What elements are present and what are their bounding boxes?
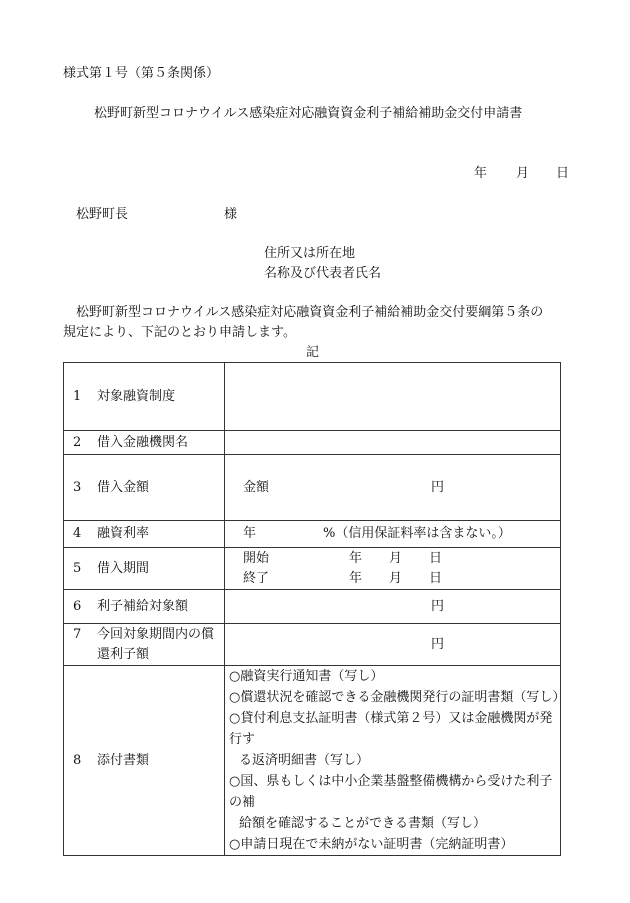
form-number: 様式第１号（第５条関係） xyxy=(63,66,220,81)
attachment-item: ○申請日現在で未納がない証明書（完納証明書） xyxy=(229,837,514,852)
attachment-item-continued: る返済明細書（写し） xyxy=(239,753,370,768)
loan-period-field[interactable] xyxy=(225,548,561,590)
row5-label-cell xyxy=(64,548,225,590)
table-row xyxy=(64,455,561,521)
row4-label-cell xyxy=(64,521,225,548)
loan-amount-field[interactable] xyxy=(225,455,561,521)
table-row xyxy=(64,521,561,548)
application-table xyxy=(63,362,566,856)
row7-label-cell xyxy=(64,624,225,666)
row2-label-cell xyxy=(64,431,225,455)
row-label: 利子補給対象額 xyxy=(97,598,189,614)
date-day-label: 日 xyxy=(556,166,570,181)
row3-label-cell xyxy=(64,455,225,521)
addressee-honorific: 様 xyxy=(224,207,238,222)
applicant-address-label: 住所又は所在地 xyxy=(264,246,356,261)
row-number: 3 xyxy=(73,479,82,495)
row-number: 8 xyxy=(73,752,82,768)
repaid-interest-amount-field[interactable] xyxy=(225,624,561,666)
applicant-name-label: 名称及び代表者氏名 xyxy=(264,266,382,281)
row-number: 1 xyxy=(73,388,82,404)
row-label: 借入期間 xyxy=(97,560,150,576)
row-label-line1: 今回対象期間内の償 xyxy=(97,626,215,642)
table-row xyxy=(64,590,561,624)
subsidy-target-amount-field[interactable] xyxy=(225,590,561,624)
attachment-item: ○貸付利息支払証明書（様式第２号）又は金融機関が発行す xyxy=(229,711,553,747)
period-end-label: 終了 xyxy=(243,570,270,586)
period-day-label: 日 xyxy=(429,570,443,586)
yen-unit: 円 xyxy=(431,636,445,652)
table-row xyxy=(64,363,561,431)
lender-name-field[interactable] xyxy=(225,431,561,455)
period-start-label: 開始 xyxy=(243,550,270,566)
attachment-item: ○償還状況を確認できる金融機関発行の証明書類（写し） xyxy=(229,690,566,705)
period-year-label: 年 xyxy=(349,550,363,566)
table-row xyxy=(64,666,561,856)
attachment-item: ○国、県もしくは中小企業基盤整備機構から受けた利子の補 xyxy=(229,774,553,810)
period-day-label: 日 xyxy=(429,550,443,566)
rate-year-label: 年 xyxy=(243,526,257,541)
period-end-row xyxy=(225,569,560,589)
addressee-name: 松野町長 xyxy=(76,207,129,222)
rate-percent-note: %（信用保証料率は含まない。） xyxy=(323,526,511,541)
table-row xyxy=(64,548,561,590)
date-month-label: 月 xyxy=(516,166,530,181)
row-label-line2: 還利子額 xyxy=(97,646,150,662)
period-month-label: 月 xyxy=(389,570,403,586)
period-start-row xyxy=(225,549,560,569)
row-label: 融資利率 xyxy=(97,526,150,541)
attachment-item-continued: 給額を確認することができる書類（写し） xyxy=(239,816,487,831)
row-number: 6 xyxy=(73,598,82,614)
row-number: 5 xyxy=(73,560,82,576)
row-number: 4 xyxy=(73,526,82,541)
yen-unit: 円 xyxy=(431,479,445,495)
row1-label-cell xyxy=(64,363,225,431)
row8-label-cell xyxy=(64,666,225,856)
period-year-label: 年 xyxy=(349,570,363,586)
date-year-label: 年 xyxy=(474,166,488,181)
financing-system-field[interactable] xyxy=(225,363,561,431)
body-text-line1: 松野町新型コロナウイルス感染症対応融資資金利子補給補助金交付要綱第５条の xyxy=(76,305,544,320)
row-number: 2 xyxy=(73,434,82,450)
attachment-item: ○融資実行通知書（写し） xyxy=(229,669,384,684)
yen-unit: 円 xyxy=(431,598,445,614)
row-label: 添付書類 xyxy=(97,752,150,768)
row6-label-cell xyxy=(64,590,225,624)
row-label: 対象融資制度 xyxy=(97,388,176,404)
interest-rate-field[interactable] xyxy=(225,521,561,548)
amount-label: 金額 xyxy=(243,479,270,495)
row-number: 7 xyxy=(73,626,82,642)
period-month-label: 月 xyxy=(389,550,403,566)
table-row xyxy=(64,624,561,666)
ki-marker: 記 xyxy=(306,345,320,360)
row-label: 借入金融機関名 xyxy=(97,434,189,450)
attachments-cell xyxy=(225,666,566,856)
document-title: 松野町新型コロナウイルス感染症対応融資資金利子補給補助金交付申請書 xyxy=(94,106,523,121)
row-label: 借入金額 xyxy=(97,479,150,495)
body-text-line2: 規定により、下記のとおり申請します。 xyxy=(63,325,296,340)
table-row xyxy=(64,431,561,455)
